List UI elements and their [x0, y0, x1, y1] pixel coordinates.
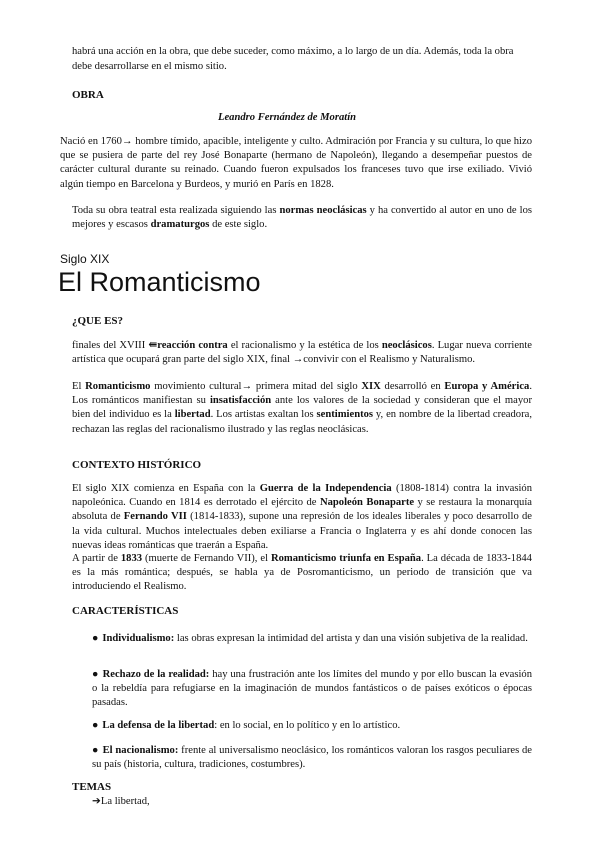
bullet-icon: ● — [92, 745, 99, 756]
contexto-paragraph-1: El siglo XIX comienza en España con la Guerra de la Independencia (1808-1814) contra la invasión napoleónica. Cuando en 1814 es derrotado el ejército de Napoleón Bonaparte y se restaura la monarquía absoluta de Fernando VII (1814-1833), supone una represión de los ideales liberales y poco desarrollo de la vida cultural. Muchos intelectuales deben exiliarse a Francia o Inglaterra y es ahí donde conocen las nuevas ideas románticas que traerán a España. — [72, 483, 532, 551]
list-item: ● El nacionalismo: frente al universalismo neoclásico, los románticos valoran los rasgos peculiares de su país (historia, cultura, tradiciones, costumbres). — [92, 745, 532, 771]
caracteristicas-heading: CARACTERÍSTICAS — [72, 605, 179, 617]
list-item: ● Individualismo: las obras expresan la intimidad del artista y dan una visión subjetiva de la realidad. — [92, 633, 528, 644]
temas-heading: TEMAS — [72, 781, 112, 793]
section-title: El Romanticismo — [58, 267, 261, 297]
author-name: Leandro Fernández de Moratín — [218, 112, 357, 123]
work-paragraph: Toda su obra teatral esta realizada siguiendo las normas neoclásicas y ha convertido al autor en uno de los mejores y escasos dramaturgos de este siglo. — [72, 205, 532, 231]
section-kicker: Siglo XIX — [60, 252, 110, 266]
list-item: ● La defensa de la libertad: en lo social, en lo político y en lo artístico. — [92, 720, 401, 731]
obra-heading: OBRA — [72, 89, 104, 101]
bullet-icon: ● — [92, 669, 99, 680]
list-item: ● Rechazo de la realidad: hay una frustración ante los límites del mundo y por ello buscan la evasión o la rebeldía para refugiarse en la imaginación de mundos fantásticos o de países exóticos o épocas pasadas. — [92, 669, 532, 709]
que-es-paragraph-1: finales del XVIII ⇚reacción contra el racionalismo y la estética de los neoclásicos. Lugar nueva corriente artística que ocupará gran parte del siglo XIX, final →convivir con el Realismo y Naturalismo. — [72, 340, 532, 366]
bullet-icon: ● — [92, 720, 99, 731]
que-es-paragraph-2: El Romanticismo movimiento cultural→ primera mitad del siglo XIX desarrolló en Europa y América. Los románticos manifiestan su insatisfacción ante los valores de la sociedad y consideran que el mayor bien del individuo es la libertad. Los artistas exaltan los sentimientos y, en nombre de la libertad creadora, rechazan las reglas del racionalismo ilustrado y las reglas neoclásicas. — [72, 381, 532, 435]
que-es-heading: ¿QUE ES? — [72, 315, 124, 327]
bullet-icon: ● — [92, 633, 99, 644]
contexto-paragraph-2: A partir de 1833 (muerte de Fernando VII), el Romanticismo triunfa en España. La década de 1833-1844 es la más romántica; después, se habla ya de Posromanticismo, un periodo de transición que va introduciendo el Realismo. — [72, 553, 532, 593]
intro-line-1: habrá una acción en la obra, que debe suceder, como máximo, a lo largo de un día. Además, toda la obra — [72, 46, 514, 57]
contexto-heading: CONTEXTO HISTÓRICO — [72, 459, 202, 471]
author-bio: Nació en 1760→ hombre tímido, apacible, inteligente y culto. Admiración por Francia y su cultura, lo que hizo que se pusiera de parte del rey José Bonaparte (hermano de Napoleón), llegando a desempeñar puestos de carácter cultural durante su reinado. Cuando fueron expulsados los franceses tuvo que irse exiliado. Vivió algún tiempo en Barcelona y Burdeos, y murió en París en 1828. — [60, 136, 532, 190]
intro-line-2: debe desarrollarse en el mismo sitio. — [72, 61, 227, 72]
temas-item: ➔La libertad, — [92, 796, 150, 807]
